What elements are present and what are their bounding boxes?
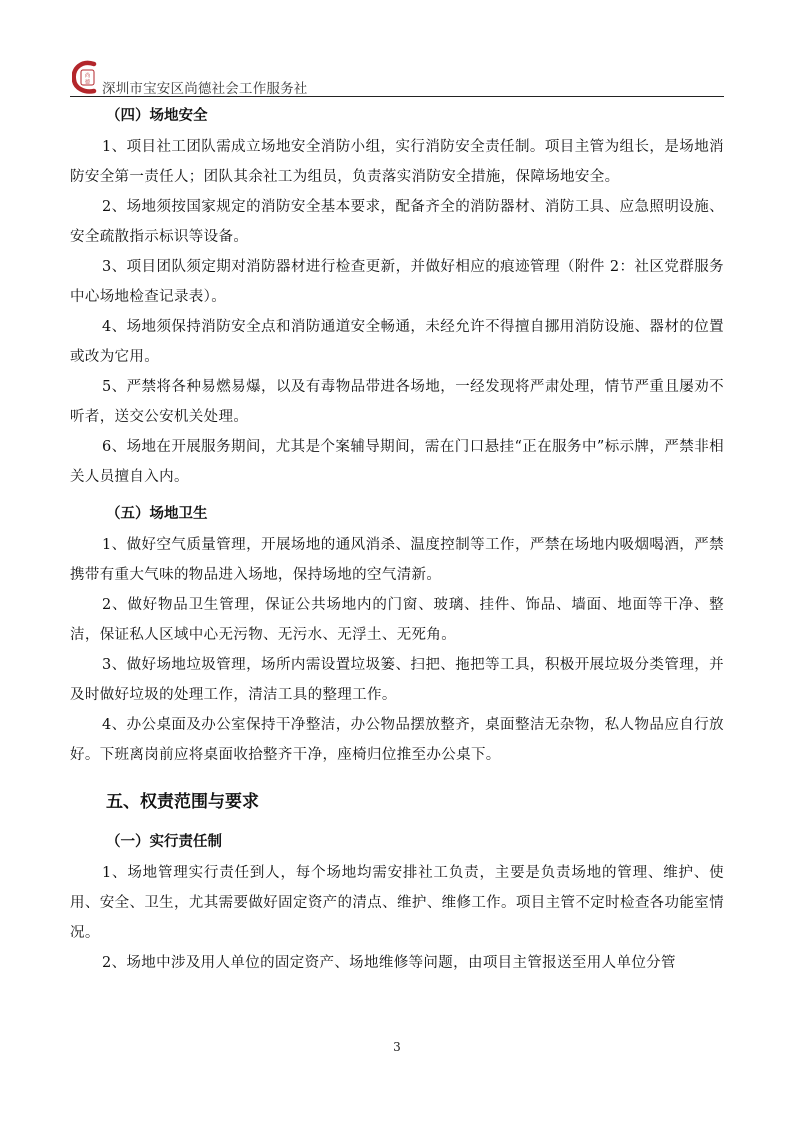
page-number: 3 — [393, 1040, 401, 1054]
document-body — [70, 100, 724, 978]
paragraph: 2、做好物品卫生管理，保证公共场地内的门窗、玻璃、挂件、饰品、墙面、地面等干净、整洁，保证私人区域中心无污物、无污水、无浮土、无死角。 — [70, 597, 724, 643]
section-heading-responsibility-system: （一）实行责任制 — [106, 834, 222, 850]
paragraph: 6、场地在开展服务期间，尤其是个案辅导期间，需在门口悬挂“正在服务中”标示牌，严禁非相关人员擅自入内。 — [70, 439, 724, 485]
svg-text:德: 德 — [84, 79, 91, 86]
svg-text:尚: 尚 — [84, 73, 91, 79]
paragraph: 2、场地须按国家规定的消防安全基本要求，配备齐全的消防器材、消防工具、应急照明设施、安全疏散指示标识等设备。 — [70, 199, 724, 245]
paragraph: 1、项目社工团队需成立场地安全消防小组，实行消防安全责任制。项目主管为组长，是场地消防安全第一责任人；团队其余社工为组员，负责落实消防安全措施，保障场地安全。 — [70, 139, 724, 185]
paragraph: 5、严禁将各种易燃易爆，以及有毒物品带进各场地，一经发现将严肃处理，情节严重且屡劝不听者，送交公安机关处理。 — [70, 379, 724, 425]
page-header — [70, 60, 724, 97]
paragraph: 1、做好空气质量管理，开展场地的通风消杀、温度控制等工作，严禁在场地内吸烟喝酒，严禁携带有重大气味的物品进入场地，保持场地的空气清新。 — [70, 537, 724, 583]
paragraph: 4、办公桌面及办公室保持干净整洁，办公物品摆放整齐，桌面整洁无杂物，私人物品应自行放好。下班离岗前应将桌面收拾整齐干净，座椅归位推至办公桌下。 — [70, 717, 724, 763]
paragraph: 1、场地管理实行责任到人，每个场地均需安排社工负责，主要是负责场地的管理、维护、使用、安全、卫生，尤其需要做好固定资产的清点、维护、维修工作。项目主管不定时检查各功能室情况。 — [70, 865, 724, 941]
section-heading-site-safety: （四）场地安全 — [106, 108, 208, 124]
paragraph: 3、做好场地垃圾管理，场所内需设置垃圾篓、扫把、拖把等工具，积极开展垃圾分类管理，并及时做好垃圾的处理工作，清洁工具的整理工作。 — [70, 657, 724, 703]
chapter-heading-responsibilities: 五、权责范围与要求 — [106, 792, 259, 812]
paragraph: 4、场地须保持消防安全点和消防通道安全畅通，未经允许不得擅自挪用消防设施、器材的位置或改为它用。 — [70, 319, 724, 365]
organization-name: 深圳市宝安区尚德社会工作服务社 — [102, 81, 308, 97]
section-heading-site-hygiene: （五）场地卫生 — [106, 506, 208, 522]
paragraph: 3、项目团队须定期对消防器材进行检查更新，并做好相应的痕迹管理（附件 2：社区党群服务中心场地检查记录表）。 — [70, 259, 724, 305]
organization-logo — [72, 60, 102, 94]
paragraph: 2、场地中涉及用人单位的固定资产、场地维修等问题，由项目主管报送至用人单位分管 — [102, 955, 676, 971]
